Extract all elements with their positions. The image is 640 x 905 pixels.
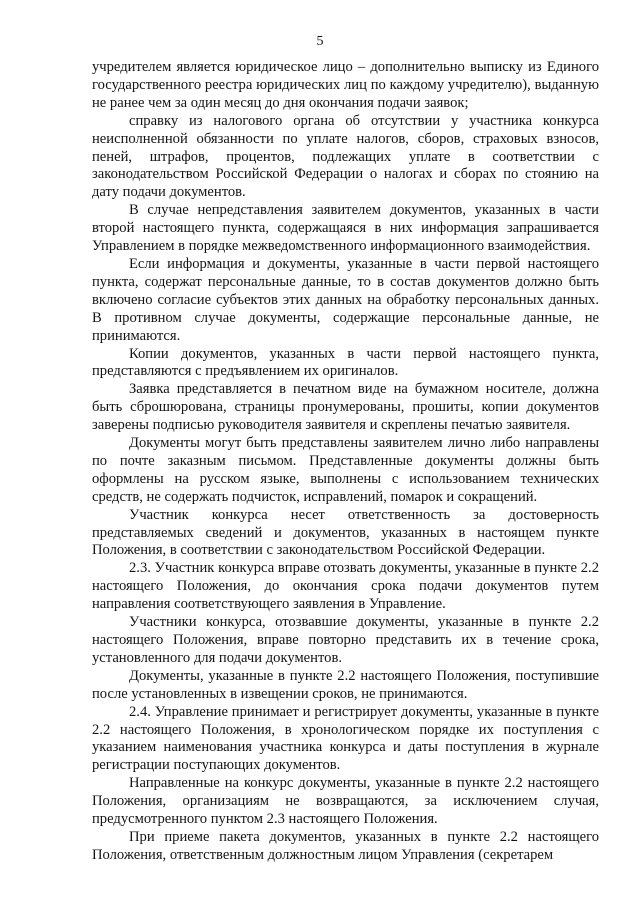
paragraph-copies: Копии документов, указанных в части первой настоящего пункта, представляются с предъявлением их оригиналов. bbox=[92, 345, 599, 380]
paragraph-not-returned: Направленные на конкурс документы, указанные в пункте 2.2 настоящего Положения, организациям не возвращаются, за исключением случая, предусмотренного пунктом 2.3 настоящего Положения. bbox=[92, 775, 599, 828]
paragraph-submission-method: Документы могут быть представлены заявителем лично либо направлены по почте заказным письмом. Представленные документы должны быть оформлены на русском языке, выполнены с использованием технических средств, не содержать подчисток, исправлений, помарок и сокращений. bbox=[92, 435, 599, 505]
paragraph-responsibility: Участник конкурса несет ответственность за достоверность представляемых сведений и документов, указанных в настоящем пункте Положения, в соответствии с законодательством Российской Федерации. bbox=[92, 506, 599, 559]
paragraph-resubmission: Участники конкурса, отозвавшие документы, указанные в пункте 2.2 настоящего Положения, вправе повторно представить их в течение срока, установленного для подачи документов. bbox=[92, 614, 599, 666]
paragraph-personal-data: Если информация и документы, указанные в части первой настоящего пункта, содержат персональные данные, то в состав документов должно быть включено согласие субъектов этих данных на обработку персональных данных. В противном случае документы, содержащие персональные данные, не принимаются. bbox=[92, 255, 599, 344]
paragraph-late-documents: Документы, указанные в пункте 2.2 настоящего Положения, поступившие после установленных в извещении сроков, не принимаются. bbox=[92, 667, 599, 702]
paragraph-2-4: 2.4. Управление принимает и регистрирует документы, указанные в пункте 2.2 настоящего Положения, в хронологическом порядке их поступления с указанием наименования участника конкурса и даты поступления в журнале регистрации поступающих документов. bbox=[92, 703, 599, 774]
paragraph-2-3: 2.3. Участник конкурса вправе отозвать документы, указанные в пункте 2.2 настоящего Положения, до окончания срока подачи документов путем направления соответствующего заявления в Управление. bbox=[92, 560, 599, 613]
paragraph-continuation: учредителем является юридическое лицо – дополнительно выписку из Единого государственного реестра юридических лиц по каждому учредителю), выданную не ранее чем за один месяц до дня окончания подачи заявок; bbox=[92, 59, 599, 111]
paragraph-acceptance: При приеме пакета документов, указанных в пункте 2.2 настоящего Положения, ответственным должностным лицом Управления (секретарем bbox=[92, 828, 599, 863]
paragraph-non-submission: В случае непредставления заявителем документов, указанных в части второй настоящего пункта, содержащаяся в них информация запрашивается Управлением в порядке межведомственного информационного взаимодействия. bbox=[92, 202, 599, 255]
page-number: 5 bbox=[316, 34, 324, 49]
paragraph-tax-certificate: справку из налогового органа об отсутствии у участника конкурса неисполненной обязанности по уплате налогов, сборов, страховых взносов, пеней, штрафов, процентов, подлежащих уплате в соответствии с законодательством Российской Федерации о налогах и сборах по стоянию на дату подачи документов. bbox=[92, 112, 599, 201]
document-body bbox=[92, 59, 599, 865]
paragraph-application-format: Заявка представляется в печатном виде на бумажном носителе, должна быть сброшюрована, страницы пронумерованы, прошиты, копии документов заверены подписью руководителя заявителя и скреплены печатью заявителя. bbox=[92, 381, 599, 434]
